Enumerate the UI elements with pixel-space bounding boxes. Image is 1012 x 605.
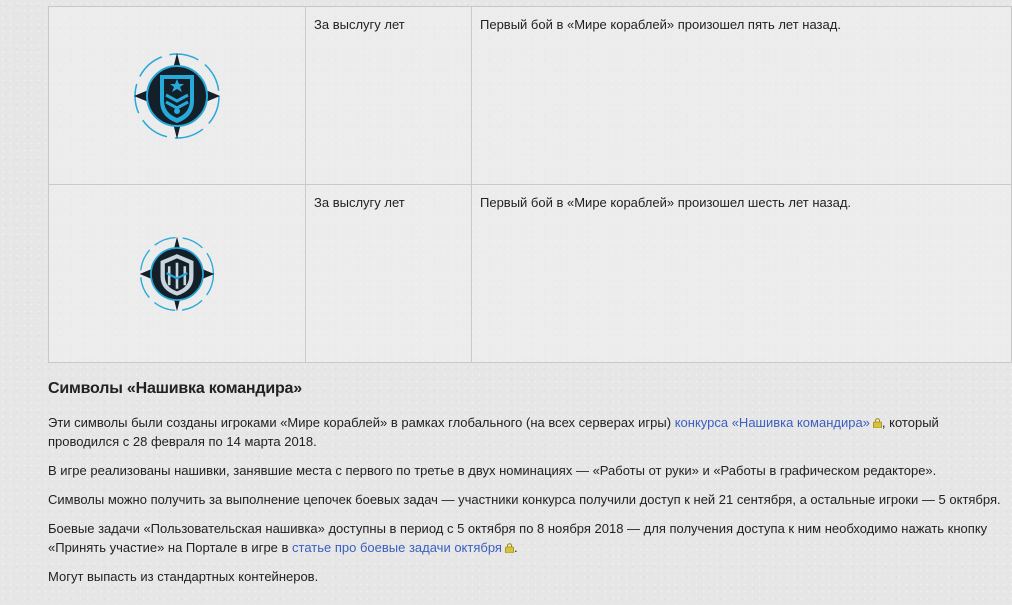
awards-table: [48, 6, 1012, 363]
paragraph-nominations: В игре реализованы нашивки, занявшие места с первого по третье в двух номинациях — «Работы от руки» и «Работы в графическом редакторе».: [48, 463, 937, 478]
article-content: [48, 380, 1008, 605]
award-description: Первый бой в «Мире кораблей» произошел пять лет назад.: [472, 7, 1012, 185]
paragraph-contest: [48, 413, 1008, 451]
lock-icon: [873, 418, 882, 428]
table-row: [49, 185, 1012, 363]
october-missions-link[interactable]: статье про боевые задачи октября: [292, 540, 502, 555]
paragraph-text: , который проводился с 28 февраля по 14 марта 2018.: [48, 415, 939, 449]
section-title: Символы «Нашивка командира»: [48, 380, 302, 397]
paragraph-text: .: [513, 540, 518, 555]
paragraph-period: [48, 519, 1008, 557]
paragraph-containers: Могут выпасть из стандартных контейнеров.: [48, 569, 319, 584]
award-category: За выслугу лет: [306, 7, 472, 185]
paragraph-text: Эти символы были созданы игроками «Мире кораблей» в рамках глобального (на всех серверах игры): [48, 415, 675, 430]
paragraph-text: Боевые задачи «Пользовательская нашивка» доступны в период с 5 октября по 8 ноября 2018 — для получения доступа к ним необходимо нажать кнопку «Принять участие» на Портале в игре в: [48, 521, 988, 555]
five-years-emblem-icon: [132, 51, 222, 141]
table-row: [49, 7, 1012, 185]
lock-icon: [505, 543, 514, 553]
award-description: Первый бой в «Мире кораблей» произошел шесть лет назад.: [472, 185, 1012, 363]
six-years-emblem-icon: [138, 235, 216, 313]
emblem-cell: [49, 185, 306, 363]
contest-link[interactable]: конкурса «Нашивка командира»: [674, 415, 870, 430]
emblem-cell: [49, 7, 306, 185]
paragraph-missions: Символы можно получить за выполнение цепочек боевых задач — участники конкурса получили доступ к ней 21 сентября, а остальные игроки — 5 октября.: [48, 492, 1001, 507]
cut-off-paragraph: [48, 596, 1008, 605]
award-category: За выслугу лет: [306, 185, 472, 363]
